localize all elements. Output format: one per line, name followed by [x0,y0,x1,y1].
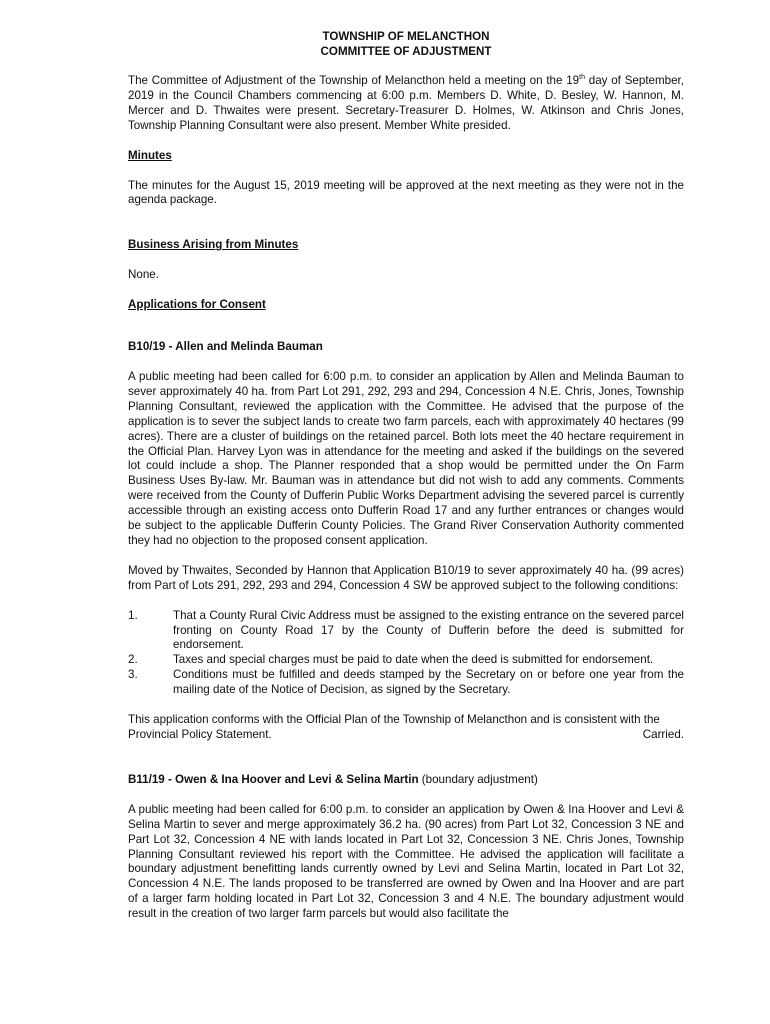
business-arising-heading: Business Arising from Minutes [128,238,299,252]
intro-paragraph: The Committee of Adjustment of the Township of Melancthon held a meeting on the 19th day of September, 2019 in the Council Chambers commencing at 6:00 p.m. Members D. White, D. Besley, W. Hannon, M. Mercer and D. Thwaites were present. Secretary-Treasurer D. Holmes, W. Atkinson and Chris Jones, Township Planning Consultant were also present. Member White presided. [128,74,684,132]
township-name: TOWNSHIP OF MELANCTHON [322,30,490,43]
application-b11-description: A public meeting had been called for 6:00 p.m. to consider an application by Owen & Ina Hoover and Levi & Selina Martin to sever and merge approximately 36.2 ha. (90 acres) from Part Lot 32, Concession 3 NE and Part Lot 32, Concession 4 NE with lands located in Part Lot 32, Concession 3 NE. Chris Jones, Township Planning Consultant reviewed his report with the Committee. He advised the application will facilitate a boundary adjustment benefitting lands currently owned by Levi and Selina Martin, located in Part Lot 32, Concession 4 N.E. The lands proposed to be transferred are owned by Owen and Ina Hoover and are part of a larger farm holding located in Part Lot 32, Concession 3 and 4 N.E. The boundary adjustment would result in the creation of two larger farm parcels but would also facilitate the [128,802,684,921]
application-b10-description: A public meeting had been called for 6:00 p.m. to consider an application by Allen and Melinda Bauman to sever approximately 40 ha. from Part Lot 291, 292, 293 and 294, Concession 4 N.E. Chris, Jones, Township Planning Consultant, reviewed the application with the Committee. He advised that the purpose of the application is to sever the subject lands to create two farm parcels, each with approximately 40 hectares (99 acres). There are a cluster of buildings on the retained parcel. Both lots meet the 40 hectare requirement in the Official Plan. Harvey Lyon was in attendance for the meeting and asked if the buildings on the severed lot could include a shop. The Planner responded that a shop would be permitted under the On Farm Business Uses By-law. Mr. Bauman was in attendance but did not wish to add any comments. Comments were received from the County of Dufferin Public Works Department advising the severed parcel is currently accessible through an existing access onto Dufferin Road 17 and any further entrances or changes would be subject to the applicable Dufferin County Policies. The Grand River Conservation Authority commented they had no objection to the proposed consent application. [128,369,684,547]
condition-text: Conditions must be fulfilled and deeds stamped by the Secretary on or before one year from the mailing date of the Notice of Decision, as signed by the Secretary. [173,668,684,697]
minutes-heading: Minutes [128,148,172,162]
application-b11-title: B11/19 - Owen & Ina Hoover and Levi & Selina Martin (boundary adjustment) [128,772,538,786]
condition-number: 2. [128,653,138,667]
committee-name: COMMITTEE OF ADJUSTMENT [320,45,492,58]
condition-text: Taxes and special charges must be paid to date when the deed is submitted for endorsement. [173,653,654,667]
application-b10-conformity: This application conforms with the Official Plan of the Township of Melancthon and is consistent with the Provincial Policy Statement. Carried. [128,713,684,741]
condition-item [128,668,684,698]
condition-number: 3. [128,668,138,682]
condition-number: 1. [128,608,138,622]
condition-text: That a County Rural Civic Address must be assigned to the existing entrance on the severed parcel fronting on County Road 17 by the County of Dufferin before the deed is submitted for endorsement. [173,608,684,652]
application-b10-motion: Moved by Thwaites, Seconded by Hannon that Application B10/19 to sever approximately 40 ha. (99 acres) from Part of Lots 291, 292, 293 and 294, Concession 4 SW be approved subject to the following conditions: [128,563,684,592]
conditions-list [128,609,684,698]
business-arising-text: None. [128,268,159,282]
application-b10-title: B10/19 - Allen and Melinda Bauman [128,340,323,354]
document-page [128,29,684,922]
condition-item [128,609,684,654]
document-title [128,29,684,59]
applications-heading: Applications for Consent [128,298,266,312]
carried-label: Carried. [642,728,684,741]
minutes-text: The minutes for the August 15, 2019 meeting will be approved at the next meeting as they were not in the agenda package. [128,178,684,207]
condition-item [128,653,684,668]
ordinal-suffix: th [579,74,585,81]
